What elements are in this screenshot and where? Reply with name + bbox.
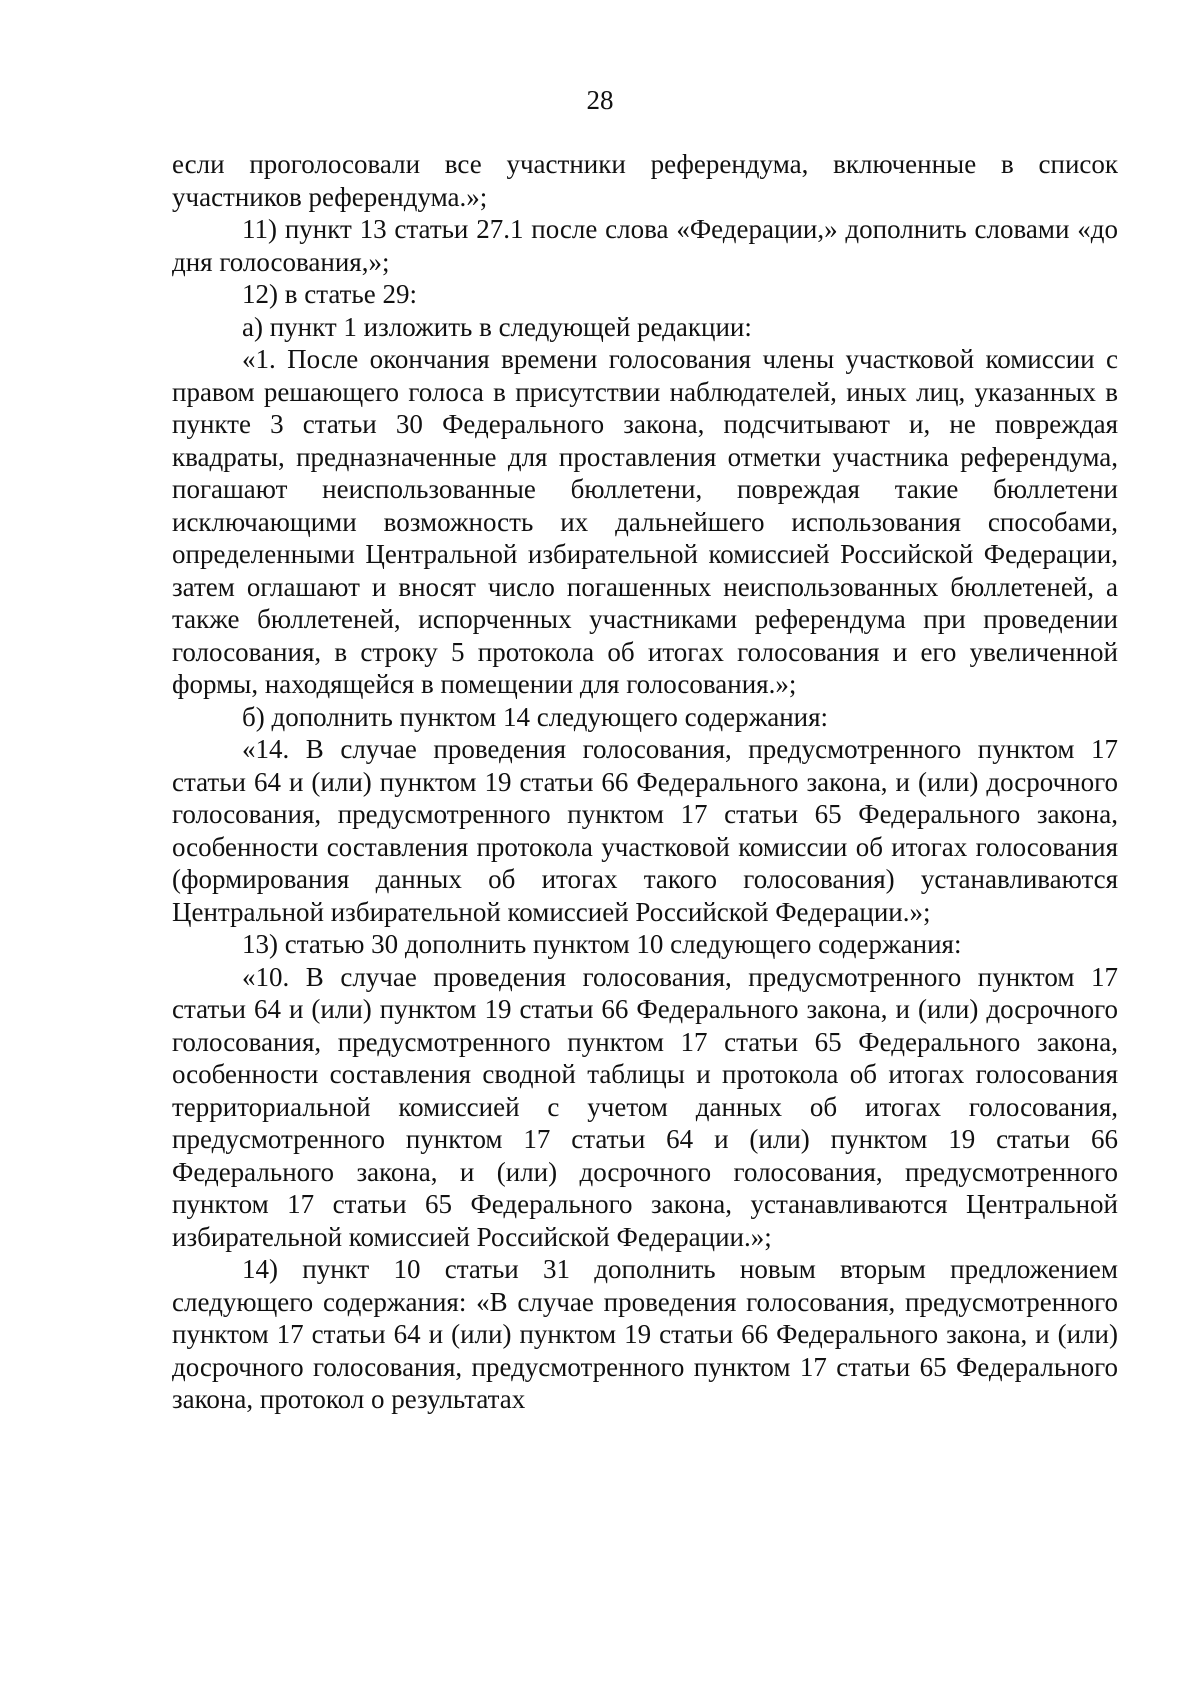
page-number: 28 (586, 85, 614, 115)
paragraph-continuation: если проголосовали все участники референдума, включенные в список участников референдума.»; (172, 149, 1118, 212)
document-body (172, 148, 1118, 1416)
paragraph-item-11: 11) пункт 13 статьи 27.1 после слова «Федерации,» дополнить словами «до дня голосования,»; (172, 214, 1118, 277)
paragraph-quote-point-14: «14. В случае проведения голосования, предусмотренного пунктом 17 статьи 64 и (или) пунктом 19 статьи 66 Федерального закона, и (или) досрочного голосования, предусмотренного пунктом 17 статьи 65 Федерального закона, особенности составления протокола участковой комиссии об итогах голосования (формирования данных об итогах такого голосования) устанавливаются Центральной избирательной комиссией Российской Федерации.»; (172, 734, 1118, 927)
paragraph-subitem-a: а) пункт 1 изложить в следующей редакции: (242, 311, 752, 342)
paragraph-subitem-b: б) дополнить пунктом 14 следующего содержания: (242, 701, 829, 732)
paragraph-item-13: 13) статью 30 дополнить пунктом 10 следующего содержания: (242, 929, 962, 959)
paragraph-quote-point-1: «1. После окончания времени голосования члены участковой комиссии с правом решающего голоса в присутствии наблюдателей, иных лиц, указанных в пункте 3 статьи 30 Федерального закона, подсчитывают и, не повреждая квадраты, предназначенные для проставления отметки участника референдума, погашают неиспользованные бюллетени, повреждая такие бюллетени исключающими возможность их дальнейшего использования способами, определенными Центральной избирательной комиссией Российской Федерации, затем оглашают и вносят число погашенных неиспользованных бюллетеней, а также бюллетеней, испорченных участниками референдума при проведении голосования, в строку 5 протокола об итогах голосования и его увеличенной формы, находящейся в помещении для голосования.»; (172, 344, 1118, 699)
paragraph-item-12: 12) в статье 29: (242, 279, 417, 309)
paragraph-item-14: 14) пункт 10 статьи 31 дополнить новым вторым предложением следующего содержания: «В случае проведения голосования, предусмотренного пунктом 17 статьи 64 и (или) пунктом 19 статьи 66 Федерального закона, и (или) досрочного голосования, предусмотренного пунктом 17 статьи 65 Федерального закона, протокол о результатах (172, 1254, 1118, 1414)
paragraph-quote-point-10: «10. В случае проведения голосования, предусмотренного пунктом 17 статьи 64 и (или) пунктом 19 статьи 66 Федерального закона, и (или) досрочного голосования, предусмотренного пунктом 17 статьи 65 Федерального закона, особенности составления сводной таблицы и протокола об итогах голосования территориальной комиссией с учетом данных об итогах голосования, предусмотренного пунктом 17 статьи 64 и (или) пунктом 19 статьи 66 Федерального закона, и (или) досрочного голосования, предусмотренного пунктом 17 статьи 65 Федерального закона, устанавливаются Центральной избирательной комиссией Российской Федерации.»; (172, 961, 1118, 1252)
